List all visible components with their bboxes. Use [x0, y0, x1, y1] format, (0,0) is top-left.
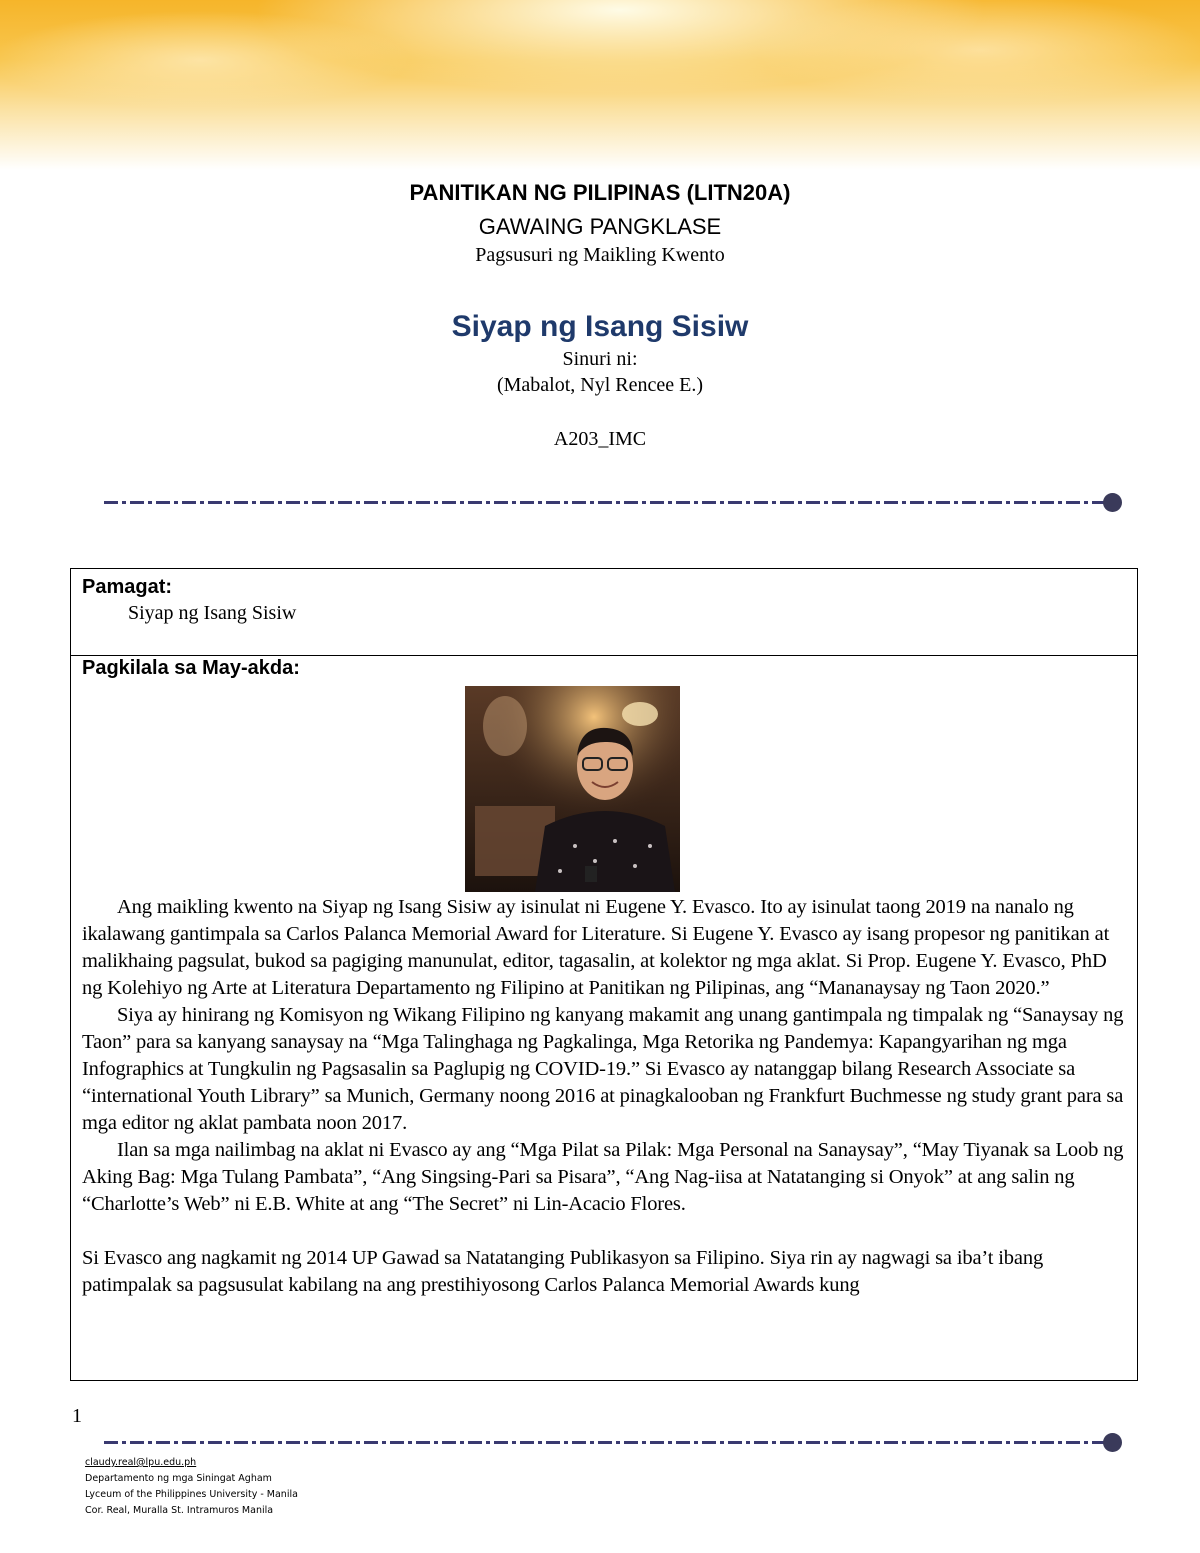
footer-university: Lyceum of the Philippines University - Manila [85, 1489, 298, 1500]
author-section-label: Pagkilala sa May-akda: [82, 657, 300, 679]
analyzed-by-label: Sinuri ni: [562, 348, 638, 370]
footer-email-link[interactable]: claudy.real@lpu.edu.ph [85, 1457, 197, 1468]
footer-address: Cor. Real, Muralla St. Intramuros Manila [85, 1505, 274, 1516]
author-box [70, 654, 1138, 1381]
footer-department: Departamento ng mga Siningat Agham [85, 1473, 272, 1484]
divider-top [104, 492, 1122, 514]
section-code: A203_IMC [553, 428, 647, 450]
story-title: Siyap ng Isang Sisiw [451, 310, 749, 343]
subtitle: Pagsusuri ng Maikling Kwento [475, 244, 725, 266]
divider-line [104, 1441, 1106, 1444]
author-paragraph-1: Ang maikling kwento na Siyap ng Isang Sisiw ay isinulat ni Eugene Y. Evasco. Ito ay isinulat taong 2019 na nanalo ng ikalawang gantimpala sa Carlos Palanca Memorial Award for Literature. Si Eugene Y. Evasco ay isang propesor ng panitikan at malikhaing pagsulat, bukod sa pagiging manunulat, editor, tagasalin, at kolektor ng mga aklat. Si Prop. Eugene Y. Evasco, PhD ng Kolehiyo ng Arte at Literatura Departamento ng Filipino at Panitikan ng Pilipinas, ang “Mananaysay ng Taon 2020.” [82, 896, 1110, 999]
author-photo [465, 686, 680, 892]
author-paragraph-2: Siya ay hinirang ng Komisyon ng Wikang Filipino ng kanyang makamit ang unang gantimpala ng timpalak ng “Sanaysay ng Taon” para sa kanyang sanaysay na “Mga Talinghaga ng Pagkalinga, Mga Retorika ng Pandemya: Kapangyarihan ng mga Infographics at Tungkulin ng Pagsasalin sa Paglupig ng COVID-19.” Si Evasco ay natanggap bilang Research Associate sa “international Youth Library” sa Munich, Germany noong 2016 at pinagkalooban ng Frankfurt Buchmesse ng study grant para sa mga editor ng aklat pambata noon 2017. [82, 1004, 1124, 1134]
course-title: PANITIKAN NG PILIPINAS (LITN20A) [409, 180, 791, 205]
title-value: Siyap ng Isang Sisiw [128, 602, 297, 624]
page-number: 1 [72, 1405, 82, 1427]
author-name: (Mabalot, Nyl Rencee E.) [496, 374, 704, 396]
footer [85, 1455, 298, 1519]
divider-dot [1103, 1433, 1122, 1452]
divider-dot [1103, 493, 1122, 512]
divider-bottom [104, 1432, 1122, 1454]
header-banner [0, 0, 1200, 170]
banner-glow [0, 0, 1200, 170]
divider-line [104, 501, 1106, 504]
activity-title: GAWAING PANGKLASE [478, 214, 722, 239]
author-photo-image [465, 686, 680, 892]
author-paragraph-3: Ilan sa mga nailimbag na aklat ni Evasco ay ang “Mga Pilat sa Pilak: Mga Personal na Sanaysay”, “May Tiyanak sa Loob ng Aking Bag: Mga Tulang Pambata”, “Ang Singsing-Pari sa Pisara”, “Ang Nag-iisa at Natatanging si Onyok” at ang salin ng “Charlotte’s Web” ni E.B. White at ang “The Secret” ni Lin-Acacio Flores. [82, 1139, 1124, 1215]
title-box [70, 568, 1138, 656]
title-label: Pamagat: [82, 576, 173, 598]
author-paragraph-4: Si Evasco ang nagkamit ng 2014 UP Gawad sa Natatanging Publikasyon sa Filipino. Siya rin ay nagwagi sa iba’t ibang patimpalak sa pagsusulat kabilang na ang prestihiyosong Carlos Palanca Memorial Awards kung [82, 1247, 1044, 1296]
author-body [82, 894, 1130, 1299]
